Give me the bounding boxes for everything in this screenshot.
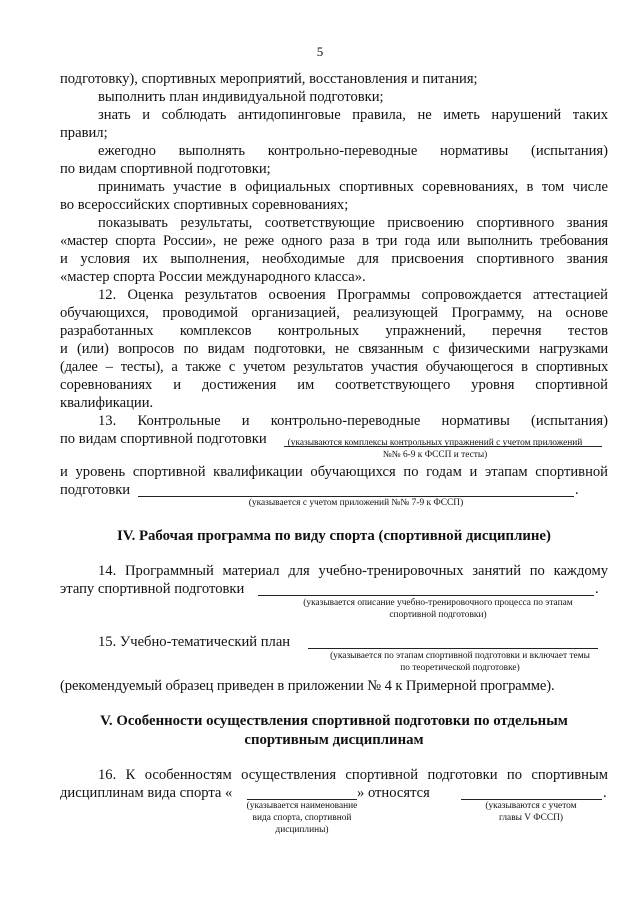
period-mark: . (603, 785, 607, 801)
text-line: «мастер спорта России», не реже одного раза в три года или выполнить требования (60, 233, 608, 249)
text-line: показывать результаты, соответствующие присвоению спортивного звания (98, 215, 608, 231)
period-mark: . (595, 581, 599, 597)
field-note-line: главы V ФССП) (498, 813, 564, 823)
item-13-line: и уровень спортивной квалификации обучающихся по годам и этапам спортивной (60, 464, 608, 480)
text-line: «мастер спорта России международного класса». (60, 269, 366, 285)
item-15-line: (рекомендуемый образец приведен в приложении № 4 к Примерной программе). (60, 678, 555, 694)
item-15-line: 15. Учебно-тематический план (98, 634, 291, 650)
field-note (262, 437, 608, 461)
text-line: и условия их выполнения, необходимые для присвоения спортивного звания (60, 251, 608, 267)
item-14-line: этапу спортивной подготовки (60, 581, 245, 597)
item-12-line: разработанных комплексов контрольных упражнений, перечня тестов (60, 323, 608, 339)
item-12-line: и (или) вопросов по видам подготовки, не связанным с физическими нагрузками (60, 341, 608, 357)
text-line: правил; (60, 125, 108, 141)
field-note-line: (указывается описание учебно-тренировочного процесса по этапам (303, 598, 573, 608)
field-note (300, 650, 620, 674)
section-heading: IV. Рабочая программа по виду спорта (спортивной дисциплине) (117, 528, 551, 544)
period-mark: . (575, 482, 579, 498)
item-12-line: соревнованиях и достижения им соответствующего уровня спортивной (60, 377, 608, 393)
field-note-line: (указываются комплексы контрольных упражнений с учетом приложений (287, 438, 583, 448)
field-note-line: (указывается наименование (246, 801, 358, 811)
item-13-line: по видам спортивной подготовки (60, 431, 267, 447)
text-line: во всероссийских спортивных соревнованиях; (60, 197, 349, 213)
item-14-line: 14. Программный материал для учебно-тренировочных занятий по каждому (98, 563, 608, 579)
section-heading: спортивным дисциплинам (244, 732, 424, 748)
field-note-line: дисциплины) (275, 825, 329, 835)
item-13-line: подготовки (60, 482, 131, 498)
item-16-line: дисциплинам вида спорта « (60, 785, 233, 801)
field-note: (указывается с учетом приложений №№ 7-9 к ФССП) (248, 498, 464, 508)
page-number: 5 (316, 44, 324, 59)
text-line: ежегодно выполнять контрольно-переводные нормативы (испытания) (98, 143, 608, 159)
text-line: знать и соблюдать антидопинговые правила, не иметь нарушений таких (98, 107, 608, 123)
field-note-line: (указывается по этапам спортивной подготовки и включает темы (330, 651, 590, 661)
field-note (236, 800, 368, 836)
text-line: по видам спортивной подготовки; (60, 161, 271, 177)
item-16-line: » относятся (357, 785, 430, 801)
item-12-line: (далее – тесты), а также с учетом результатов участия обучающегося в спортивных (60, 359, 608, 375)
field-note-line: вида спорта, спортивной (252, 813, 352, 823)
text-line: подготовку), спортивных мероприятий, восстановления и питания; (60, 71, 478, 87)
item-12-line: 12. Оценка результатов освоения Программы сопровождается аттестацией (98, 287, 608, 303)
text-line: выполнить план индивидуальной подготовки; (98, 89, 384, 105)
field-note-line: по теоретической подготовке) (400, 663, 520, 673)
fill-in-line[interactable] (258, 595, 594, 596)
field-note-line: спортивной подготовки) (389, 610, 487, 620)
item-12-line: обучающихся, проводимой организацией, реализующей Программу, на основе (60, 305, 608, 321)
field-note-line: (указываются с учетом (485, 801, 577, 811)
fill-in-line[interactable] (308, 648, 598, 649)
item-12-line: квалификации. (60, 395, 154, 411)
field-note-line: №№ 6-9 к ФССП и тесты) (382, 450, 488, 460)
field-note (258, 597, 618, 621)
section-heading: V. Особенности осуществления спортивной подготовки по отдельным (100, 713, 568, 729)
field-note (468, 800, 594, 824)
text-line: принимать участие в официальных спортивных соревнованиях, в том числе (98, 179, 608, 195)
item-16-line: 16. К особенностям осуществления спортивной подготовки по спортивным (98, 767, 608, 783)
item-13-line: 13. Контрольные и контрольно-переводные нормативы (испытания) (98, 413, 608, 429)
